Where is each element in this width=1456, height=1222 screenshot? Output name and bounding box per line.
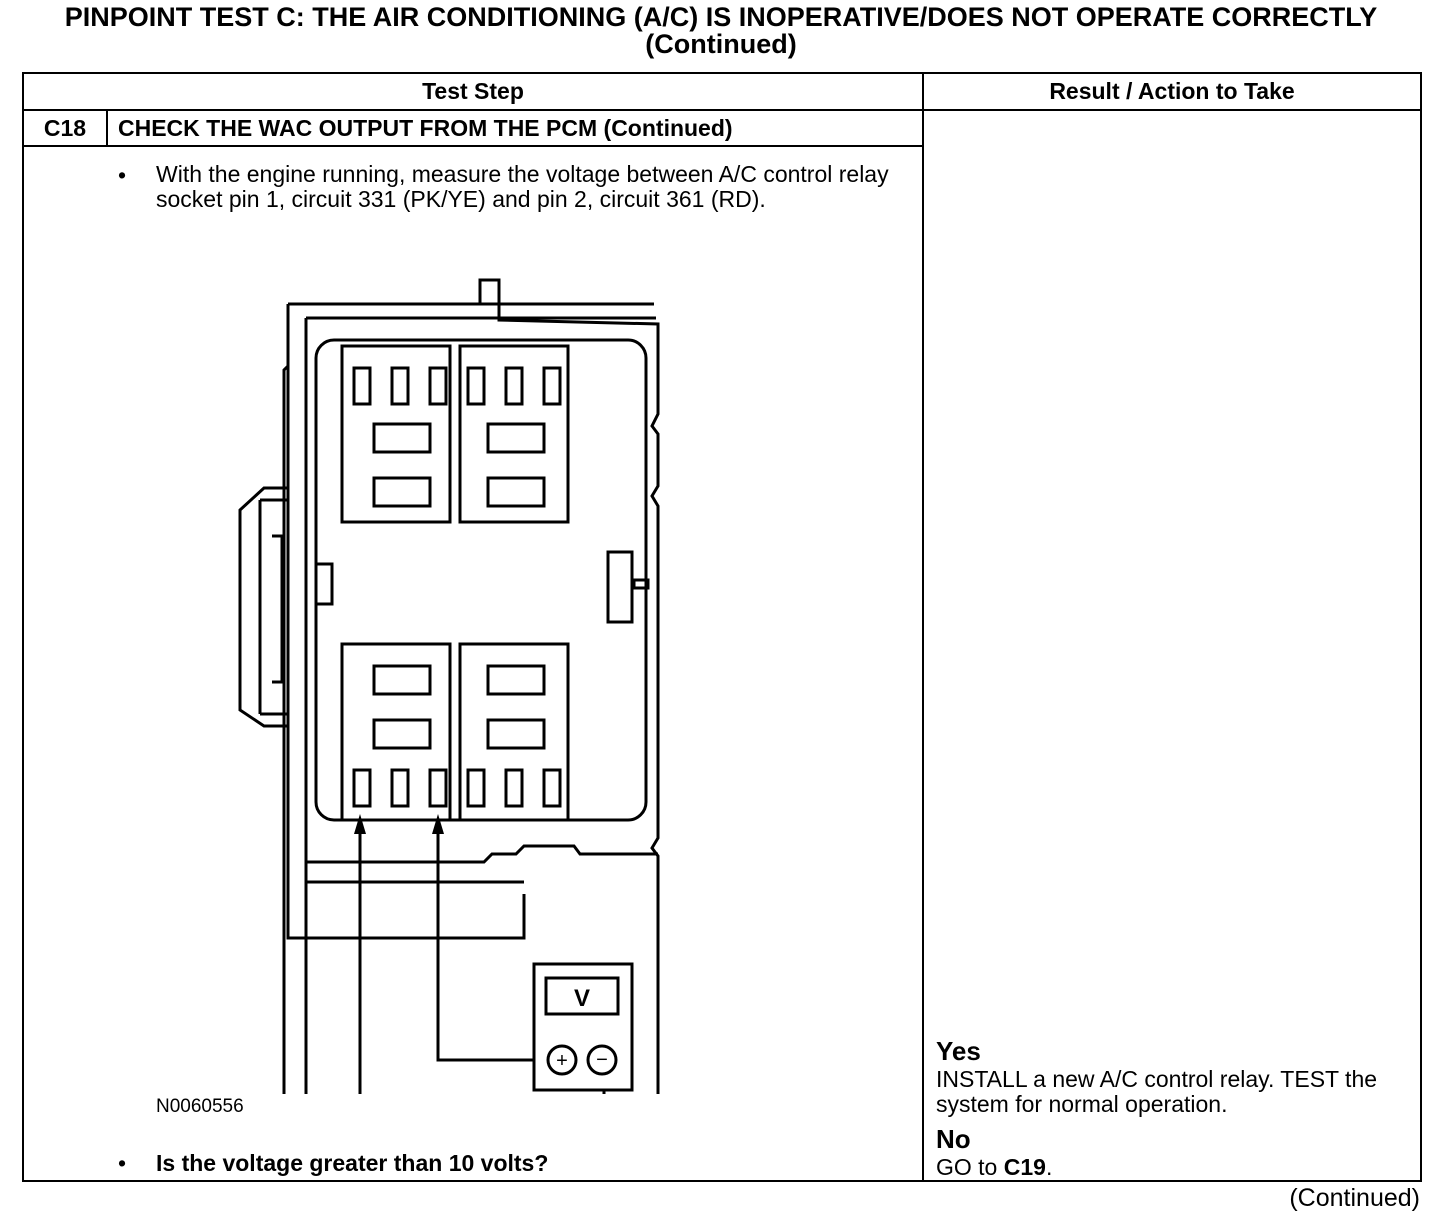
step-id-divider xyxy=(106,111,108,146)
question-text: Is the voltage greater than 10 volts? xyxy=(156,1150,549,1176)
result-no-prefix: GO to xyxy=(936,1154,1004,1180)
result-no-heading: No xyxy=(936,1124,971,1154)
result-no-suffix: . xyxy=(1045,1154,1053,1180)
column-divider xyxy=(922,74,924,1180)
result-yes-heading: Yes xyxy=(936,1036,981,1066)
meter-display-symbol: V xyxy=(573,985,591,1012)
voltmeter xyxy=(534,964,632,1090)
probe-tips xyxy=(354,814,444,834)
figure-id: N0060556 xyxy=(156,1096,244,1117)
instruction-text: With the engine running, measure the voltage between A/C control relay socket pin 1, circuit 331 (PK/YE) and pin 2, circuit 361 (RD). xyxy=(156,161,889,212)
header-result-action: Result / Action to Take xyxy=(1049,78,1295,104)
plus-terminal-symbol: + xyxy=(556,1050,568,1072)
step-title: CHECK THE WAC OUTPUT FROM THE PCM (Continued) xyxy=(118,115,733,141)
page-title-main: PINPOINT TEST C: THE AIR CONDITIONING (A/C) IS INOPERATIVE/DOES NOT OPERATE CORRECTLY xyxy=(64,2,1378,32)
question-bullet: • xyxy=(118,1150,127,1176)
relay-socket-diagram xyxy=(224,274,704,1094)
minus-terminal-symbol: − xyxy=(596,1049,608,1071)
instruction-bullet: • xyxy=(118,162,127,188)
result-no-text xyxy=(936,1154,1052,1181)
page-title xyxy=(0,4,1442,58)
result-yes-text: INSTALL a new A/C control relay. TEST the system for normal operation. xyxy=(936,1066,1378,1117)
footer-continued: (Continued) xyxy=(1289,1184,1420,1212)
header-test-step: Test Step xyxy=(422,78,524,104)
relay-terminals xyxy=(354,368,560,806)
pinpoint-test-table xyxy=(22,72,1422,1182)
step-id: C18 xyxy=(43,115,87,141)
page-title-continued: (Continued) xyxy=(645,29,797,59)
go-to-step-link[interactable]: C19 xyxy=(1003,1154,1046,1180)
